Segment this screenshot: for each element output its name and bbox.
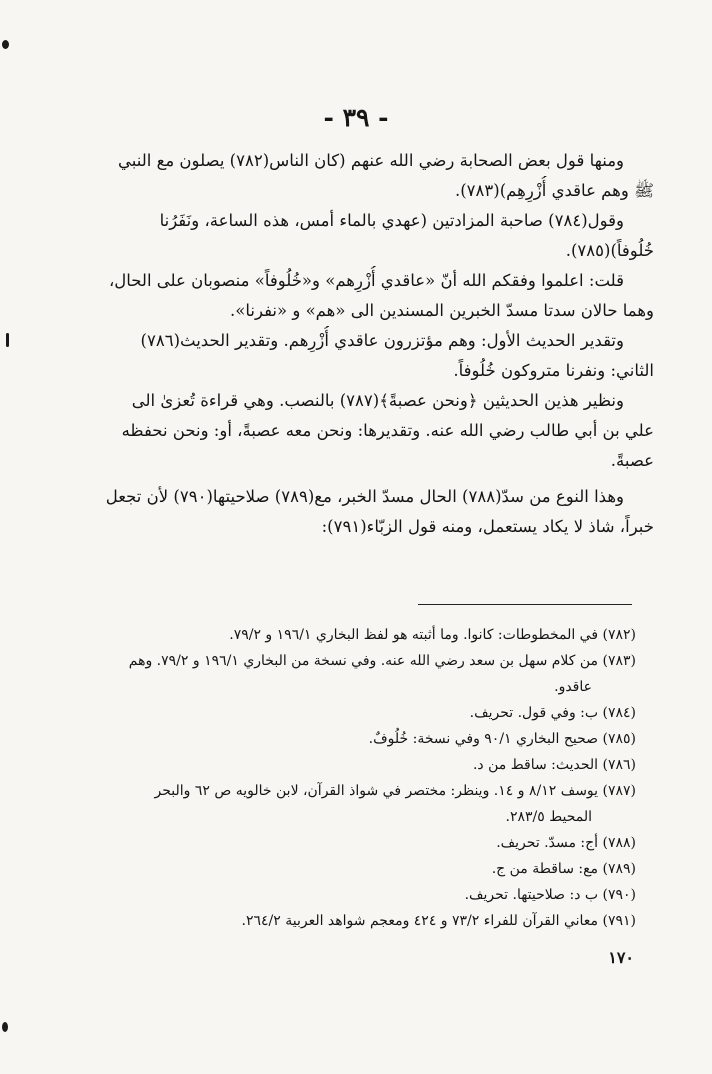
footnote-line: (٧٨٢) في المخطوطات: كانوا. وما أثبته هو لفظ البخاري ١٩٦/١ و ٧٩/٢. (229, 627, 636, 643)
footnote-line: (٧٨٥) صحيح البخاري ٩٠/١ وفي نسخة: خُلُوفٌ. (368, 731, 636, 747)
footnote-line: (٧٨٧) يوسف ٨/١٢ و ١٤. وينظر: مختصر في شواذ القرآن، لابن خالويه ص ٦٢ والبحر (154, 783, 636, 799)
body-line: قلت: اعلموا وفقكم الله أنّ «عاقدي أُزْرِهم» و«خُلُوفاً» منصوبان على الحال، (108, 271, 624, 290)
scan-speck (2, 1022, 8, 1032)
footnote (60, 830, 636, 856)
footnote-line: (٧٨٩) مع: ساقطة من ج. (491, 861, 636, 877)
page-header: - ٣٩ - (323, 103, 389, 132)
body-line: وقول(٧٨٤) صاحبة المزادتين (عهدي بالماء أمس، هذه الساعة، ونَفَرُنا (159, 211, 624, 230)
body-line: علي بن أبي طالب رضي الله عنه. وتقديرها: ونحن معه عصبةً، أو: ونحن نحفظه (121, 421, 654, 440)
footnote-line: (٧٩١) معاني القرآن للفراء ٧٣/٢ و ٤٢٤ ومعجم شواهد العربية ٢٦٤/٢. (241, 913, 636, 929)
footnote (60, 908, 636, 934)
scan-speck (6, 333, 9, 347)
footnote (60, 700, 636, 726)
body-line: وتقدير الحديث الأول: وهم مؤتزرون عاقدي أُزْرِهم. وتقدير الحديث(٧٨٦) (140, 331, 624, 350)
footnotes (60, 622, 636, 934)
footnote (60, 882, 636, 908)
body-line: ومنها قول بعض الصحابة رضي الله عنهم (كان الناس(٧٨٢) يصلون مع النبي (118, 151, 624, 170)
body-line: خُلُوفاً)(٧٨٥). (565, 241, 654, 260)
body-line: الثاني: ونفرنا متروكون خُلُوفاً. (453, 361, 654, 380)
footnote (60, 856, 636, 882)
footnote (60, 752, 636, 778)
footnote-line: (٧٩٠) ب د: صلاحيتها. تحريف. (464, 887, 636, 903)
footnote-line: (٧٨٨) أج: مسدّ. تحريف. (496, 835, 636, 851)
body-line: ونظير هذين الحديثين ﴿ونحن عصبةً﴾(٧٨٧) بالنصب. وهي قراءة تُعزىٰ الى (131, 391, 624, 410)
footnote-line: المحيط ٢٨٣/٥. (505, 809, 592, 825)
footnote-line: عاقدو. (554, 679, 592, 695)
footnote-line: (٧٨٣) من كلام سهل بن سعد رضي الله عنه. وفي نسخة من البخاري ١٩٦/١ و ٧٩/٢. وهم (128, 653, 636, 669)
footnote-line: (٧٨٤) ب: وفي قول. تحريف. (469, 705, 636, 721)
footnote-line: (٧٨٦) الحديث: ساقط من د. (472, 757, 636, 773)
footnote (60, 648, 636, 700)
footnote (60, 726, 636, 752)
body-line: ﷺ وهم عاقدي أُزْرِهِم)(٧٨٣). (454, 181, 654, 200)
body-line: عصبةً. (610, 451, 654, 470)
body-line: خبراً، شاذ لا يكاد يستعمل، ومنه قول الزبّاء(٧٩١): (321, 517, 654, 536)
scan-speck (2, 40, 9, 49)
page-number: ١٧٠ (608, 948, 634, 967)
body-text (48, 146, 654, 542)
body-line: وهما حالان سدتا مسدّ الخبرين المسندين الى «هم» و «نفرنا». (230, 301, 654, 320)
footnote-divider (418, 604, 632, 605)
footnote (60, 622, 636, 648)
body-line: وهذا النوع من سدّ(٧٨٨) الحال مسدّ الخبر، مع(٧٨٩) صلاحيتها(٧٩٠) لأن تجعل (105, 487, 624, 506)
footnote (60, 778, 636, 830)
